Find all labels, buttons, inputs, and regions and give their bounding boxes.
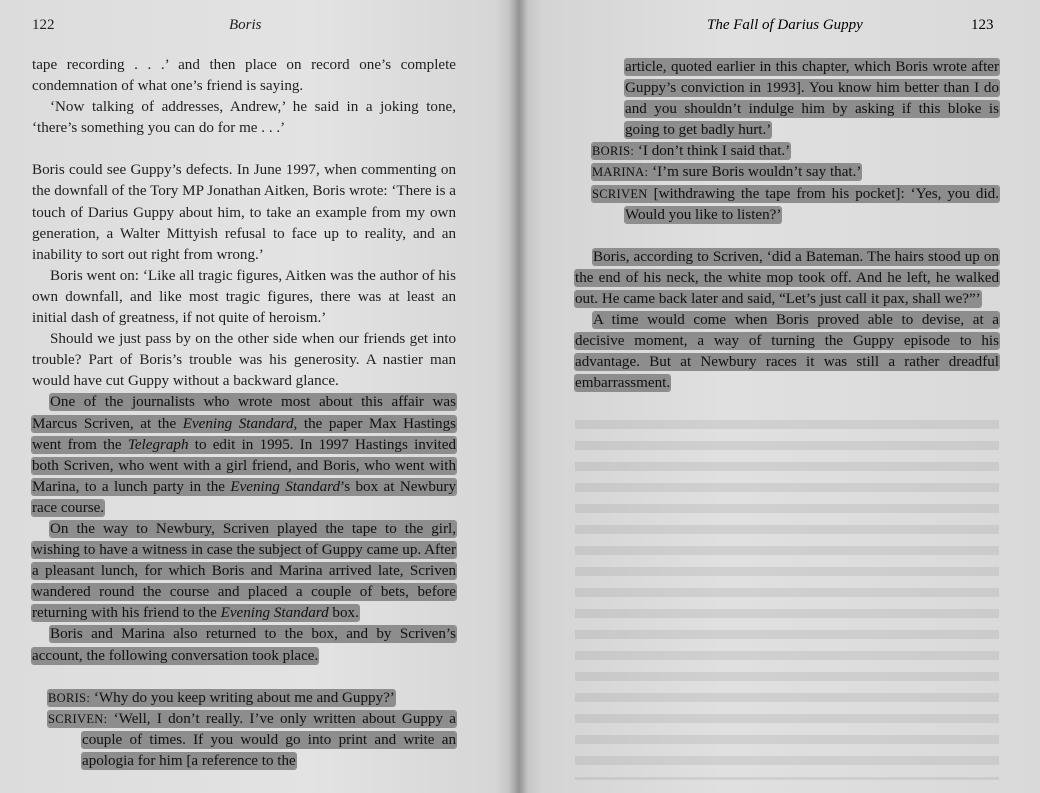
highlighted-paragraph: Boris, according to Scriven, ‘did a Bateman. The hairs stood up on the end of his neck, the white mop took off. And he left, he walked out. He came back later and said, “Let’s just call it pax, shall we?”’ [575,248,999,307]
dialogue-line: SCRIVEN: ‘Well, I don’t really. I’ve only written about Guppy a couple of times. If you would go into print and write an apologia for him [a reference to the [48,710,456,769]
running-head-right: The Fall of Darius Guppy [707,17,863,33]
paragraph: Boris could see Guppy’s defects. In June 1997, when commenting on the downfall of the Tory MP Jonathan Aitken, Boris wrote: ‘There is a touch of Darius Guppy about him, to take an example from my own generation, a Walter Mittyish refusal to face up to reality, and an inability to sort out right from wrong.’ [32,162,456,263]
paragraph: ‘Now talking of addresses, Andrew,’ he said in a joking tone, ‘there’s something you can do for me . . .’ [32,99,456,137]
dialogue-line: SCRIVEN [withdrawing the tape from his pocket]: ‘Yes, you did. Would you like to listen?’ [592,185,999,223]
page-number-left: 122 [32,17,55,33]
speaker-label: BORIS: [48,690,91,705]
show-through-text [575,420,999,780]
paragraph: Should we just pass by on the other side when our friends get into trouble? Part of Boris’s trouble was his generosity. A nastier man would have cut Guppy without a backward glance. [32,331,456,390]
left-page [0,0,516,793]
book-gutter [508,0,528,793]
highlighted-paragraph: Boris and Marina also returned to the box, and by Scriven’s account, the following conversation took place. [32,626,456,664]
running-head-left: Boris [229,17,262,33]
speaker-label: MARINA: [592,165,649,180]
right-page-text [575,57,999,394]
highlighted-paragraph: On the way to Newbury, Scriven played the tape to the girl, wishing to have a witness in case the subject of Guppy came up. After a pleasant lunch, for which Boris and Marina arrived late, Scriven wandered round the course and placed a couple of bets, before returning with his friend to the Evening Standard box. [32,520,456,622]
paragraph: tape recording . . .’ and then place on record one’s complete condemnation of what one’s friend is saying. [32,57,456,95]
speaker-label: SCRIVEN: [48,711,108,726]
speaker-label: BORIS: [592,144,635,159]
paragraph: Boris went on: ‘Like all tragic figures, Aitken was the author of his own downfall, and like most tragic figures, there was at least an initial dash of greatness, if not quite of heroism.’ [32,267,456,327]
speaker-label: SCRIVEN [592,186,648,201]
dialogue-line: MARINA: ‘I’m sure Boris wouldn’t say that.’ [592,164,862,181]
dialogue-line: BORIS: ‘Why do you keep writing about me and Guppy?’ [48,689,395,706]
left-page-text [32,55,456,772]
dialogue-continuation: article, quoted earlier in this chapter, which Boris wrote after Guppy’s conviction in 1993]. You know him better than I do and you shouldn’t indulge him by asking if this bloke is going to get badly hurt.’ [625,59,999,139]
highlighted-paragraph: One of the journalists who wrote most about this affair was Marcus Scriven, at the Evening Standard, the paper Max Hastings went from the Telegraph to edit in 1995. In 1997 Hastings invited both Scriven, who went with a girl friend, and Boris, who went with Marina, to a lunch party in the Evening Standard’s box at Newbury race course. [32,394,457,516]
highlighted-paragraph: A time would come when Boris proved able to devise, at a decisive moment, a way of turning the Guppy episode to his advantage. But at Newbury races it was still a rather dreadful embarrassment. [575,312,999,392]
dialogue-line: BORIS: ‘I don’t think I said that.’ [592,143,791,160]
page-number-right: 123 [971,17,994,33]
